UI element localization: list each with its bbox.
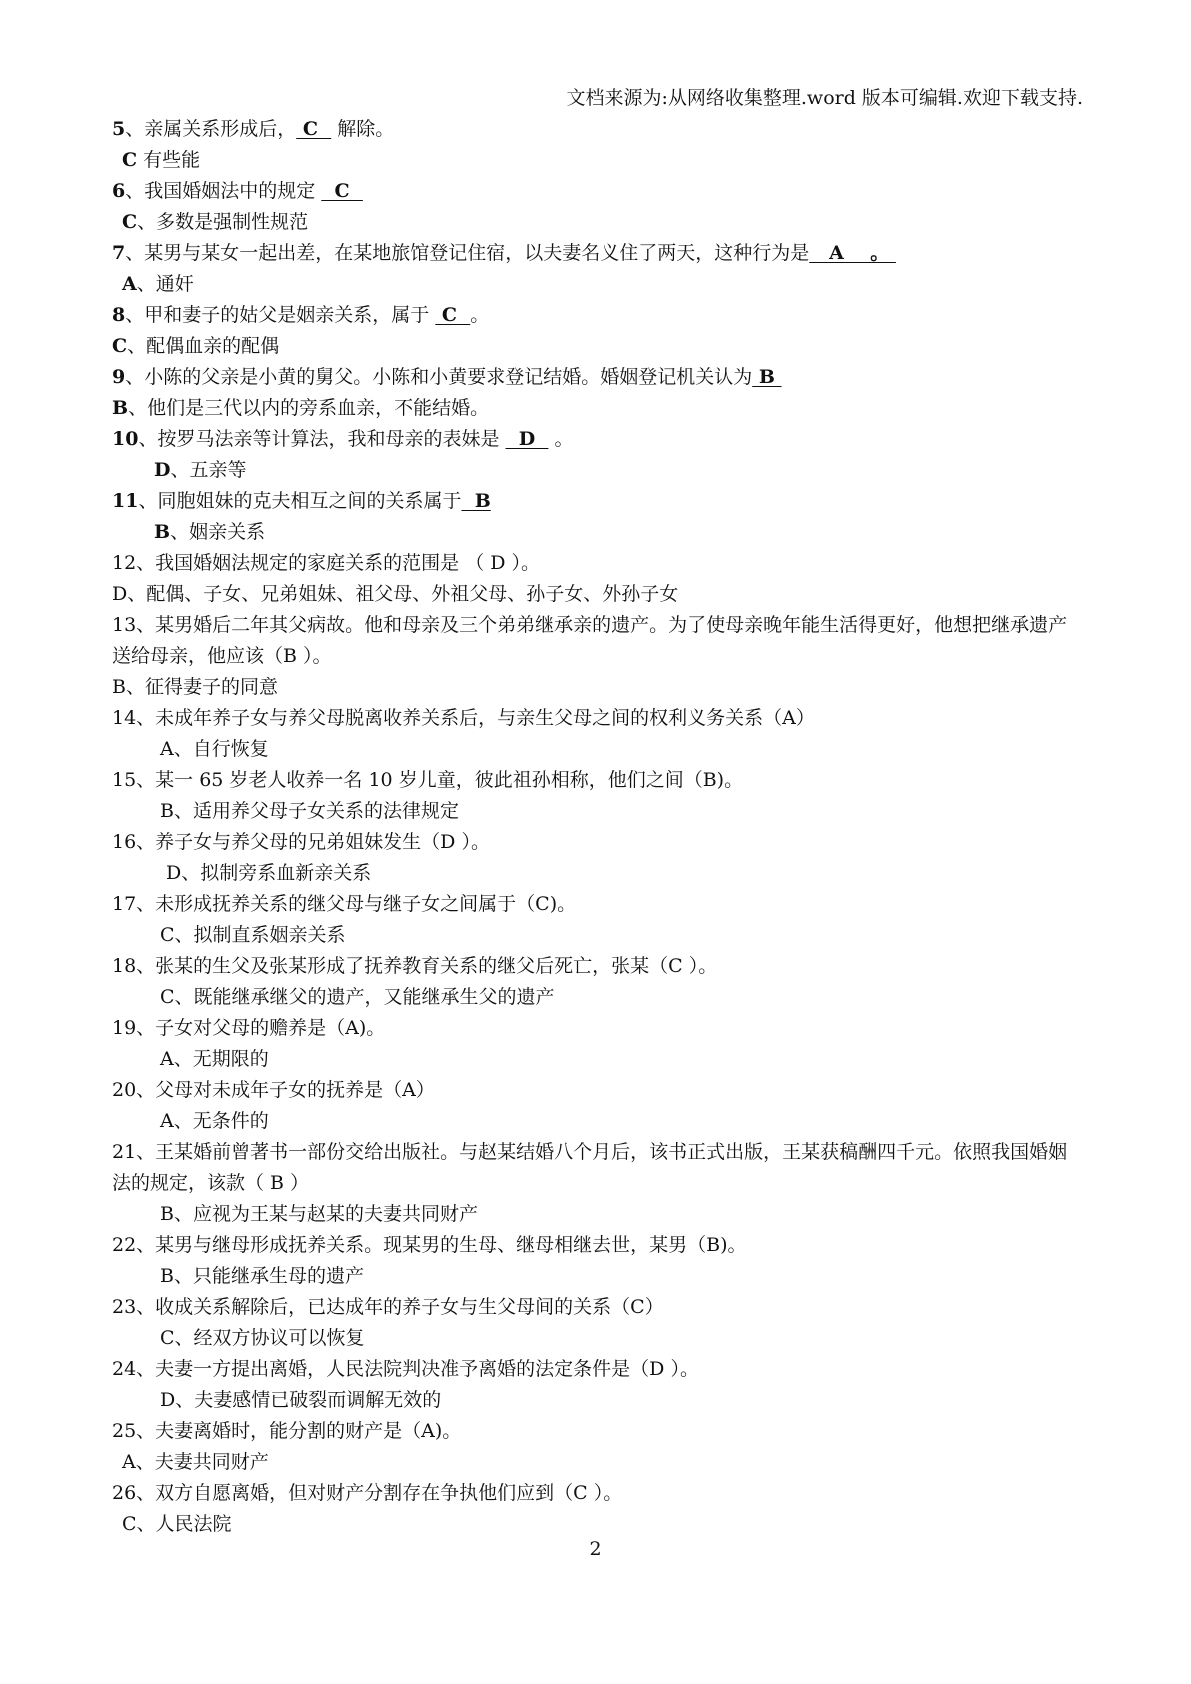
option-letter: C: [112, 335, 128, 357]
question-text: 、甲和妻子的姑父是姻亲关系，属于: [125, 304, 436, 326]
answer-option-14: A、自行恢复: [160, 738, 269, 760]
question-number: 6: [112, 180, 126, 202]
question-21: 21、王某婚前曾著书一部份交给出版社。与赵某结婚八个月后，该书正式出版，王某获稿酬四千元。依照我国婚姻法的规定，该款（ B ）: [112, 1141, 1068, 1194]
answer-blank: B: [461, 490, 491, 512]
option-letter: A: [122, 273, 137, 295]
question-list: [112, 114, 1078, 1540]
question-text: 、亲属关系形成后，: [125, 118, 297, 140]
question-text-after: 。: [470, 304, 490, 326]
answer-blank: D: [505, 428, 549, 450]
question-22: 22、某男与继母形成抚养关系。现某男的生母、继母相继去世，某男（B)。: [112, 1234, 747, 1256]
option-letter: B: [154, 521, 171, 543]
question-number: 10: [112, 428, 139, 450]
answer-option-19: A、无期限的: [160, 1048, 269, 1070]
answer-option-7: [112, 269, 1078, 300]
option-text: 、配偶血亲的配偶: [127, 335, 280, 357]
question-number: 7: [112, 242, 126, 264]
answer-option-24: D、夫妻感情已破裂而调解无效的: [160, 1389, 442, 1411]
question-17: 17、未形成抚养关系的继父母与继子女之间属于（C)。: [112, 893, 577, 915]
answer-option-13: B、征得妻子的同意: [112, 676, 278, 698]
question-number: 5: [112, 118, 126, 140]
question-text-after: 解除。: [331, 118, 395, 140]
option-text: 、通奸: [136, 273, 194, 295]
option-letter: B: [112, 397, 129, 419]
answer-blank: C: [296, 118, 332, 140]
answer-option-21: B、应视为王某与赵某的夫妻共同财产: [160, 1203, 478, 1225]
option-text: 、五亲等: [170, 459, 247, 481]
option-text: 、多数是强制性规范: [137, 211, 309, 233]
answer-option-6: [112, 207, 1078, 238]
question-16: 16、养子女与养父母的兄弟姐妹发生（D ）。: [112, 831, 490, 853]
question-19: 19、子女对父母的赡养是（A)。: [112, 1017, 386, 1039]
answer-option-20: A、无条件的: [160, 1110, 269, 1132]
page-number: 2: [589, 1538, 602, 1560]
question-7: [112, 238, 1078, 269]
question-10: [112, 424, 1078, 455]
question-number: 8: [112, 304, 126, 326]
question-14: 14、未成年养子女与养父母脱离收养关系后，与亲生父母之间的权利义务关系（A）: [112, 707, 815, 729]
question-text: 、某男与某女一起出差，在某地旅馆登记住宿，以夫妻名义住了两天，这种行为是: [125, 242, 810, 264]
question-23: 23、收成关系解除后，已达成年的养子女与生父母间的关系（C）: [112, 1296, 664, 1318]
question-number: 11: [112, 490, 139, 512]
option-letter: D: [154, 459, 171, 481]
question-text-after: 。: [548, 428, 574, 450]
answer-option-12: D、配偶、子女、兄弟姐妹、祖父母、外祖父母、孙子女、外孙子女: [112, 583, 679, 605]
answer-option-18: C、既能继承继父的遗产，又能继承生父的遗产: [160, 986, 555, 1008]
answer-option-9: [112, 393, 1078, 424]
question-11: [112, 486, 1078, 517]
question-25: 25、夫妻离婚时，能分割的财产是（A)。: [112, 1420, 462, 1442]
option-letter: C: [122, 211, 138, 233]
question-text: 、同胞姐妹的克夫相互之间的关系属于: [138, 490, 462, 512]
question-9: [112, 362, 1078, 393]
answer-option-17: C、拟制直系姻亲关系: [160, 924, 346, 946]
question-20: 20、父母对未成年子女的抚养是（A）: [112, 1079, 435, 1101]
question-5: [112, 114, 1078, 145]
header-note: 文档来源为:从网络收集整理.word 版本可编辑.欢迎下载支持.: [566, 87, 1083, 109]
answer-option-22: B、只能继承生母的遗产: [160, 1265, 364, 1287]
answer-option-23: C、经双方协议可以恢复: [160, 1327, 365, 1349]
answer-option-25: A、夫妻共同财产: [122, 1451, 269, 1473]
question-text: 、小陈的父亲是小黄的舅父。小陈和小黄要求登记结婚。婚姻登记机关认为: [125, 366, 753, 388]
answer-blank: B: [752, 366, 782, 388]
question-6: [112, 176, 1078, 207]
answer-option-16: D、拟制旁系血新亲关系: [166, 862, 372, 884]
question-number: 9: [112, 366, 126, 388]
option-text: 有些能: [137, 149, 201, 171]
option-letter: C: [122, 149, 138, 171]
question-18: 18、张某的生父及张某形成了抚养教育关系的继父后死亡，张某（C ）。: [112, 955, 718, 977]
answer-option-10: [112, 455, 1078, 486]
answer-option-11: [112, 517, 1078, 548]
answer-blank: C: [321, 180, 363, 202]
answer-option-8: [112, 331, 1078, 362]
answer-option-5: [112, 145, 1078, 176]
option-text: 、姻亲关系: [170, 521, 266, 543]
question-15: 15、某一 65 岁老人收养一名 10 岁儿童，彼此祖孙相称，他们之间（B)。: [112, 769, 744, 791]
option-text: 、他们是三代以内的旁系血亲，不能结婚。: [128, 397, 490, 419]
question-24: 24、夫妻一方提出离婚，人民法院判决准予离婚的法定条件是（D ）。: [112, 1358, 699, 1380]
answer-blank: C: [435, 304, 471, 326]
question-12: 12、我国婚姻法规定的家庭关系的范围是 （ D ）。: [112, 552, 541, 574]
question-text: 、我国婚姻法中的规定: [125, 180, 322, 202]
question-26: 26、双方自愿离婚，但对财产分割存在争执他们应到（C ）。: [112, 1482, 623, 1504]
question-8: [112, 300, 1078, 331]
answer-option-15: B、适用养父母子女关系的法律规定: [160, 800, 459, 822]
question-text: 、按罗马法亲等计算法，我和母亲的表妹是: [138, 428, 506, 450]
question-13: 13、某男婚后二年其父病故。他和母亲及三个弟弟继承亲的遗产。为了使母亲晚年能生活得更好，他想把继承遗产送给母亲，他应该（B ）。: [112, 614, 1068, 667]
answer-option-26: C、人民法院: [122, 1513, 232, 1535]
answer-blank: A 。: [809, 242, 896, 264]
